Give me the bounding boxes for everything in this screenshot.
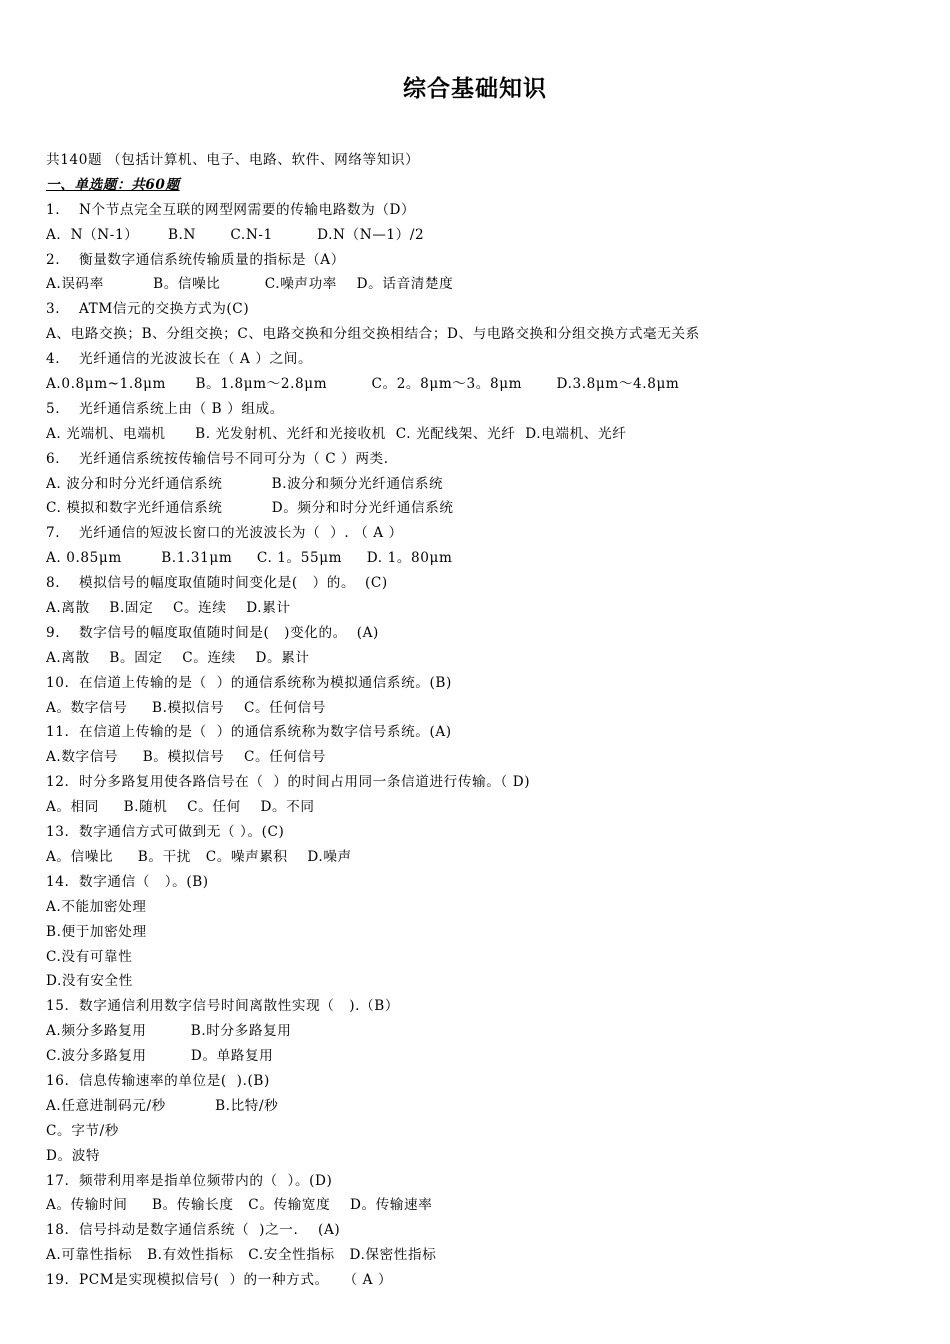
question-text: 衡量数字通信系统传输质量的指标是（A） (79, 251, 345, 268)
question-18 (46, 1218, 926, 1243)
question-14 (46, 870, 926, 895)
question-number: 11. (46, 724, 70, 741)
question-text: 数字信号的幅度取值随时间是( )变化的。 (A) (79, 624, 379, 641)
options-13: A。信噪比 B。干扰 C。噪声累积 D.噪声 (46, 848, 352, 865)
question-5 (46, 397, 926, 422)
question-number: 14. (46, 873, 70, 890)
document-body (46, 148, 926, 1293)
options-12: A。相同 B.随机 C。任何 D。不同 (46, 799, 315, 816)
question-16 (46, 1069, 926, 1094)
options-9: A.离散 B。固定 C。连续 D。累计 (46, 649, 310, 666)
options-11: A.数字信号 B。模拟信号 C。任何信号 (46, 749, 326, 766)
question-number: 16. (46, 1072, 70, 1089)
section-heading: 一、单选题：共60题 (46, 176, 180, 193)
question-text: 光纤通信系统按传输信号不同可分为（ C ）两类. (79, 450, 389, 467)
options-10: A。数字信号 B.模拟信号 C。任何信号 (46, 699, 326, 716)
options-14d: D.没有安全性 (46, 973, 133, 990)
question-text: 数字通信方式可做到无（ ）。(C) (79, 824, 285, 841)
options-4: A.0.8μm~1.8μm B。1.8μm～2.8μm C。2。8μm～3。8μm D.3.8μm～4.8μm (46, 376, 680, 393)
question-text: PCM是实现模拟信号( ）的一种方式。 （ A ） (79, 1272, 393, 1289)
question-text: 光纤通信系统上由（ B ）组成。 (79, 400, 284, 417)
question-19 (46, 1268, 926, 1293)
question-number: 2. (46, 251, 61, 268)
question-number: 4. (46, 351, 61, 368)
options-16d: D。波特 (46, 1147, 101, 1164)
options-16c: C。字节/秒 (46, 1122, 119, 1139)
question-text: 数字通信利用数字信号时间离散性实现（ ).（B） (79, 998, 400, 1015)
question-text: 频带利用率是指单位频带内的（ ）。(D) (79, 1172, 333, 1189)
question-8 (46, 571, 926, 596)
question-15 (46, 994, 926, 1019)
document-title: 综合基础知识 (403, 76, 547, 102)
question-1 (46, 198, 926, 223)
question-number: 6. (46, 450, 61, 467)
question-number: 5. (46, 400, 61, 417)
question-number: 19. (46, 1272, 70, 1289)
options-16ab: A.任意进制码元/秒 B.比特/秒 (46, 1097, 279, 1114)
options-5: A. 光端机、电端机 B. 光发射机、光纤和光接收机 C. 光配线架、光纤 D.电端机、光纤 (46, 425, 627, 442)
question-text: 光纤通信的短波长窗口的光波波长为（ ）. （ A ） (79, 525, 403, 542)
options-17: A。传输时间 B。传输长度 C。传输宽度 D。传输速率 (46, 1197, 433, 1214)
question-text: 数字通信（ ）。(B) (79, 873, 209, 890)
options-8: A.离散 B.固定 C。连续 D.累计 (46, 600, 291, 617)
options-15cd: C.波分多路复用 D。单路复用 (46, 1048, 274, 1065)
question-number: 13. (46, 824, 70, 841)
question-3 (46, 297, 926, 322)
question-text: 时分多路复用使各路信号在（ ）的时间占用同一条信道进行传输。（ D) (79, 774, 531, 791)
question-number: 9. (46, 624, 61, 641)
question-7 (46, 521, 926, 546)
intro-line: 共140题 （包括计算机、电子、电路、软件、网络等知识） (46, 152, 420, 168)
options-15ab: A.频分多路复用 B.时分多路复用 (46, 1023, 292, 1040)
question-text: 光纤通信的光波波长在（ A ）之间。 (79, 351, 313, 368)
options-6a: A. 波分和时分光纤通信系统 B.波分和频分光纤通信系统 (46, 475, 444, 492)
question-12 (46, 770, 926, 795)
options-2: A.误码率 B。信噪比 C.噪声功率 D。话音清楚度 (46, 276, 454, 293)
options-1: A．N（N-1） B.N C.N-1 D.N（N—1）/2 (46, 226, 425, 243)
question-4 (46, 347, 926, 372)
question-number: 18. (46, 1222, 70, 1239)
question-13 (46, 820, 926, 845)
options-14c: C.没有可靠性 (46, 948, 133, 965)
question-number: 3. (46, 301, 61, 318)
question-number: 15. (46, 998, 70, 1015)
question-number: 1. (46, 201, 61, 218)
question-17 (46, 1169, 926, 1194)
question-6 (46, 447, 926, 472)
options-18: A.可靠性指标 B.有效性指标 C.安全性指标 D.保密性指标 (46, 1247, 437, 1264)
question-number: 7. (46, 525, 61, 542)
question-text: 信号抖动是数字通信系统（ )之一. (A) (79, 1222, 341, 1239)
question-10 (46, 671, 926, 696)
options-3: A、电路交换；B、分组交换；C、电路交换和分组交换相结合；D、与电路交换和分组交换方式毫无关系 (46, 326, 700, 343)
question-2 (46, 248, 926, 273)
question-11 (46, 720, 926, 745)
question-9 (46, 621, 926, 646)
question-text: N个节点完全互联的网型网需要的传输电路数为（D） (79, 201, 416, 218)
question-text: 模拟信号的幅度取值随时间变化是( ）的。 (C) (79, 575, 388, 592)
question-number: 17. (46, 1172, 70, 1189)
options-6c: C. 模拟和数字光纤通信系统 D。频分和时分光纤通信系统 (46, 500, 454, 517)
question-text: 信息传输速率的单位是( ).(B) (79, 1072, 270, 1089)
question-text: 在信道上传输的是（ ）的通信系统称为模拟通信系统。(B) (79, 674, 452, 691)
options-14a: A.不能加密处理 (46, 898, 147, 915)
question-number: 12. (46, 774, 70, 791)
question-text: 在信道上传输的是（ ）的通信系统称为数字信号系统。(A) (79, 724, 452, 741)
question-number: 8. (46, 575, 61, 592)
question-number: 10. (46, 674, 70, 691)
question-text: ATM信元的交换方式为(C) (79, 301, 250, 318)
options-14b: B.便于加密处理 (46, 923, 147, 940)
options-7: A. 0.85μm B.1.31μm C. 1。55μm D. 1。80μm (46, 550, 453, 567)
